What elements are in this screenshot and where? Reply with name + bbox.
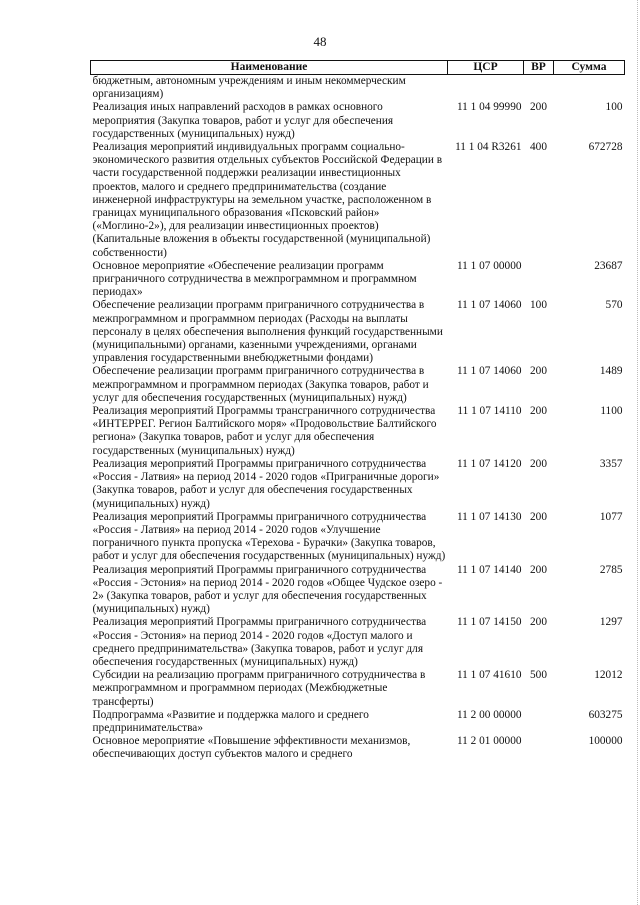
cell-vr: 200	[530, 510, 547, 523]
cell-vr: 200	[530, 457, 547, 470]
cell-sum: 23687	[594, 259, 623, 272]
table-row	[91, 709, 625, 735]
cell-sum: 603275	[588, 708, 623, 721]
column-header-name: Наименование	[91, 61, 448, 75]
cell-sum: 672728	[588, 141, 623, 154]
cell-csr: 11 1 04 R3261	[455, 141, 522, 154]
cell-sum: 570	[605, 299, 623, 312]
cell-csr: 11 1 07 14120	[456, 457, 522, 470]
table-row	[91, 365, 625, 405]
cell-sum: 2785	[599, 563, 623, 576]
cell-name: Реализация мероприятий Программы приграничного сотрудничества «Россия - Эстония» на период 2014 - 2020 годов «Общее Чудское озеро - 2» (Закупка товаров, работ и услуг для обеспечения государственных (муниципальных) нужд)	[92, 563, 443, 616]
cell-vr: 200	[530, 616, 547, 629]
cell-csr: 11 2 00 00000	[456, 708, 522, 721]
cell-csr: 11 2 01 00000	[456, 735, 522, 748]
cell-vr: 200	[530, 405, 547, 418]
table-row	[91, 511, 625, 564]
cell-vr	[524, 75, 554, 102]
cell-name: Реализация мероприятий Программы трансграничного сотрудничества «ИНТЕРРЕГ. Регион Балтийского моря» «Продовольствие Балтийского региона» (Закупка товаров, работ и услуг для обеспечения государственных (муниципальных) нужд)	[92, 405, 437, 457]
cell-name: Реализация иных направлений расходов в рамках основного мероприятия (Закупка товаров, работ и услуг для обеспечения государственных (муниципальных) нужд)	[92, 101, 394, 140]
cell-csr: 11 1 07 00000	[456, 259, 522, 272]
cell-csr: 11 1 07 41610	[456, 669, 522, 682]
column-header-vr: ВР	[524, 61, 554, 75]
cell-vr: 200	[530, 563, 547, 576]
table-row	[91, 75, 625, 102]
cell-vr: 200	[530, 101, 547, 114]
table-row	[91, 101, 625, 141]
table-row	[91, 299, 625, 365]
cell-name: Обеспечение реализации программ приграничного сотрудничества в межпрограммном и программном периодах (Закупка товаров, работ и услуг для обеспечения государственных (муниципальных) нужд)	[92, 365, 429, 404]
column-header-csr: ЦСР	[448, 61, 524, 75]
cell-vr: 500	[530, 669, 547, 682]
cell-csr	[448, 75, 524, 102]
budget-table	[90, 60, 625, 762]
cell-csr: 11 1 07 14140	[456, 563, 522, 576]
cell-name: Реализация мероприятий Программы приграничного сотрудничества «Россия - Эстония» на период 2014 - 2020 годов «Доступ малого и среднего предпринимательства» (Закупка товаров, работ и услуг для обеспечения государственных (муниципальных) нужд)	[92, 616, 427, 668]
cell-name: Субсидии на реализацию программ приграничного сотрудничества в межпрограммном и программном периодах (Межбюджетные трансферты)	[92, 669, 426, 708]
cell-csr: 11 1 07 14060	[456, 299, 522, 312]
table-header-row	[91, 61, 625, 75]
table-row	[91, 405, 625, 458]
table-row	[91, 260, 625, 300]
cell-csr: 11 1 07 14060	[456, 365, 522, 378]
cell-sum	[554, 75, 625, 102]
cell-name: Реализация мероприятий Программы приграничного сотрудничества «Россия - Латвия» на период 2014 - 2020 годов «Приграничные дороги» (Закупка товаров, работ и услуг для обеспечения государственных (муниципальных) нужд)	[92, 457, 440, 510]
cell-vr	[524, 709, 554, 735]
table-row	[91, 735, 625, 761]
scan-margin-line	[637, 0, 638, 905]
cell-csr: 11 1 07 14110	[457, 405, 522, 418]
column-header-sum: Сумма	[554, 61, 625, 75]
cell-vr: 100	[530, 299, 547, 312]
cell-name: Реализация мероприятий Программы приграничного сотрудничества «Россия - Латвия» на период 2014 - 2020 годов «Улучшение пограничного пункта пропуска «Терехова - Бурачки» (Закупка товаров, работ и услуг для обеспечения государственных (муниципальных) нужд)	[92, 510, 446, 563]
table-row	[91, 564, 625, 617]
cell-csr: 11 1 07 14150	[456, 616, 522, 629]
cell-vr	[524, 735, 554, 761]
cell-sum: 1297	[599, 616, 623, 629]
cell-sum: 1100	[600, 405, 623, 418]
cell-sum: 1489	[599, 365, 623, 378]
cell-sum: 3357	[599, 457, 623, 470]
cell-sum: 1077	[599, 510, 623, 523]
cell-name: Основное мероприятие «Обеспечение реализации программ приграничного сотрудничества в межпрограммном и программном периодах»	[92, 259, 417, 299]
cell-name: Реализация мероприятий индивидуальных программ социально-экономического развития отдельных субъектов Российской Федерации в части государственной поддержки реализации инвестиционных проектов, малого и среднего предпринимательства (создание инженерной инфраструктуры на земельном участке, расположенном в границах муниципального образования «Псковский район» («Моглино-2»), для реализации инвестиционных проектов) (Капитальные вложения в объекты государственной (муниципальной) собственности)	[92, 141, 443, 259]
page-number: 48	[313, 34, 327, 49]
table-row	[91, 669, 625, 709]
cell-name: Подпрограмма «Развитие и поддержка малого и среднего предпринимательства»	[92, 708, 369, 734]
cell-name: бюджетным, автономным учреждениям и иным некоммерческим организациям)	[92, 75, 406, 101]
table-row	[91, 616, 625, 669]
cell-csr: 11 1 07 14130	[456, 510, 522, 523]
cell-name: Основное мероприятие «Повышение эффективности механизмов, обеспечивающих доступ субъектов малого и среднего	[92, 735, 411, 761]
cell-sum: 12012	[594, 669, 623, 682]
cell-vr: 400	[530, 141, 547, 154]
table-row	[91, 141, 625, 260]
table-row	[91, 458, 625, 511]
cell-sum: 100000	[588, 735, 623, 748]
cell-vr: 200	[530, 365, 547, 378]
table-body	[91, 75, 625, 762]
cell-vr	[524, 260, 554, 300]
cell-csr: 11 1 04 99990	[456, 101, 522, 114]
cell-name: Обеспечение реализации программ приграничного сотрудничества в межпрограммном и программном периодах (Расходы на выплаты персоналу в целях обеспечения выполнения функций государственными (муниципальными) органами, казенными учреждениями, органами управления государственными внебюджетными фондами)	[92, 299, 443, 365]
cell-sum: 100	[605, 101, 623, 114]
